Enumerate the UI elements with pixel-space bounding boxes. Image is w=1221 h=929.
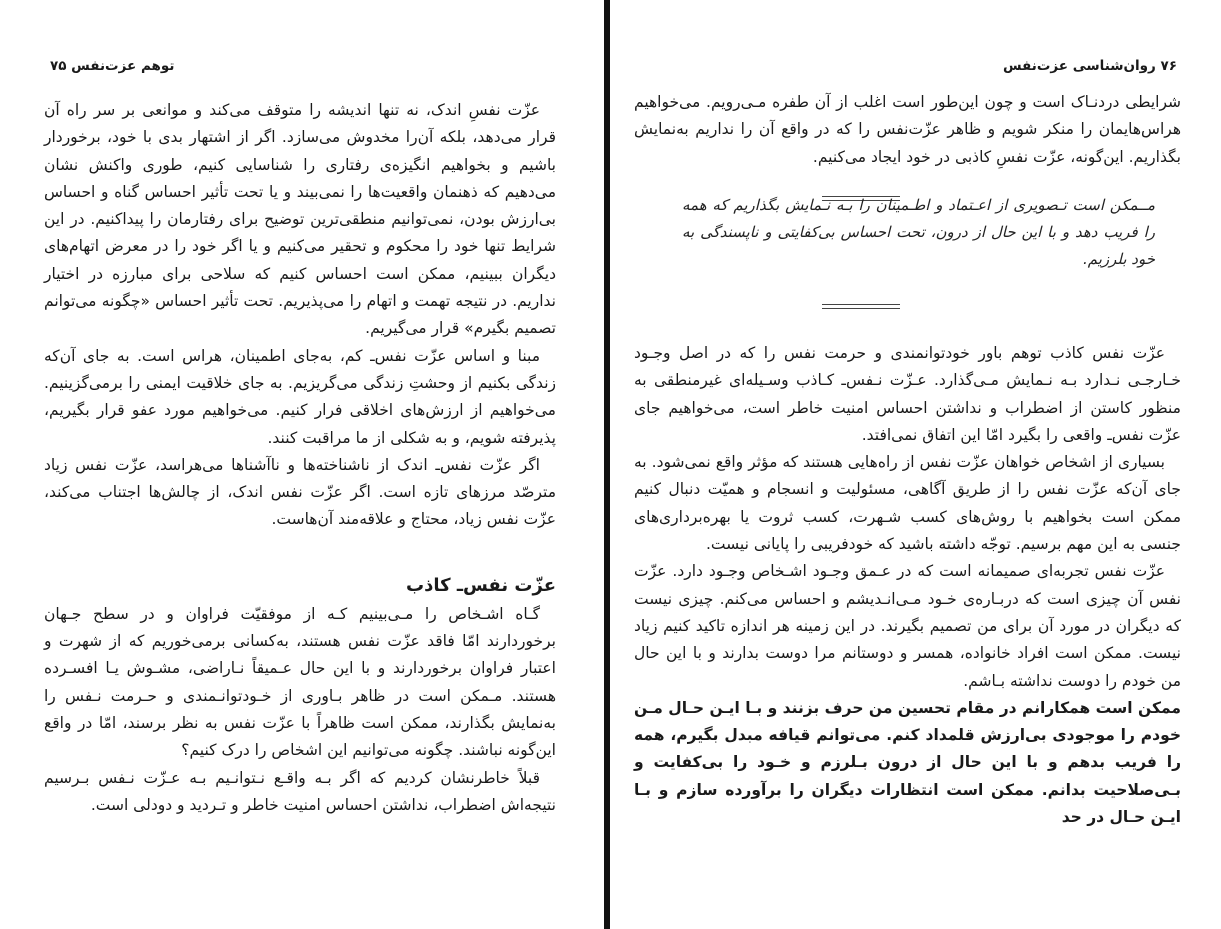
paragraph: اگر عزّت نفس‌ـ اندک از ناشناخته‌ها و ناآشناها می‌هراسد، عزّت نفس زیاد مترصّد مرزهای تازه است. اگر عزّت نفس اندک، از چالش‌ها اجتناب می‌کند، عزّت نفس زیاد، محتاج و علاقه‌مند آن‌هاست. xyxy=(44,455,556,529)
paragraph: قبلاً خاطرنشان کردیم که اگر بـه واقـع نـتوانـیم بـه عـزّت نـفس بـرسیم نتیجه‌اش اضطراب، نداشتن احساس امنیت خاطر و تـردید و دودلی است. xyxy=(44,768,556,814)
running-head-right xyxy=(1003,58,1177,74)
pull-quote: مــمکن است تـصویری از اعـتماد و اطـمینان را بـه نـمایش بگذاریم که همه را فریب دهد و با این حال از درون، تحت احساس بی‌کفایتی و ناپسندگی به خود بلرزیم. xyxy=(682,196,1155,268)
left-body xyxy=(44,97,556,819)
paragraph: مبنا و اساس عزّت نفس‌ـ کم، به‌جای اطمینان، هراس است. به جای آن‌که زندگی بکنیم از وحشتِ زندگی می‌گریزیم. به جای خلاقیت ایمنی را برمی‌گزینیم. می‌خواهیم از ارزش‌های اخلاقی فرار کنیم. می‌خواهیم مورد عفو قرار بگیریم، پذیرفته شویم، و به شکلی از ما مراقبت کنند. xyxy=(44,346,556,447)
paragraph: عزّت نفس تجربه‌ای صمیمانه است که در عـمق وجـود اشـخاص وجـود دارد. عزّت نفس آن چیزی است که دربـاره‌ی خـود مـی‌انـدیشم و احساس می‌کنم. چیزی نیست که دیگران در مورد آن برای من تصمیم بگیرند. در این زمینه هر اندازه تاکید کنیم زیاد نیست. ممکن است افراد خانواده، همسر و دوستانم مرا دوست بدارند و با این حال من خودم را دوست نداشته بـاشم. xyxy=(634,562,1181,690)
paragraph: گـاه اشـخاص را مـی‌بینیم کـه از موفقیّت فراوان و در سطح جـهان برخوردارند امّا فاقد عزّت نفس هستند، به‌کسانی برمی‌خوریم که از شهرت و اعتبار فراوان برخوردارند و با این حال عـمیقاً نـاراضی، مشـوش یـا افسـرده هستند. مـمکن است در ظاهر بـاوری از خـودتوانـمندی و حـرمت نـفس را به‌نمایش بگذارند، ممکن است ظاهراً با عزّت نفس به نظر برسند، امّا در واقع این‌گونه نباشند. چگونه می‌توانیم این اشخاص را درک کنیم؟ xyxy=(44,604,556,760)
right-body xyxy=(634,340,1181,831)
quote-rule-bottom xyxy=(822,304,900,309)
running-head-text: ۷۶ روان‌شناسی عزت‌نفس xyxy=(1002,58,1177,74)
running-head-left xyxy=(50,58,174,74)
right-page xyxy=(614,0,1221,929)
right-body-top xyxy=(634,89,1181,171)
section-heading: عزّت نفس‌ـ کاذب xyxy=(406,574,556,596)
running-head-text: توهم عزت‌نفس ۷۵ xyxy=(50,58,175,74)
paragraph: شرایطی دردنـاک است و چون این‌طور است اغلب از آن طفره مـی‌رویم. می‌خواهیم هراس‌هایمان را منکر شویم و ظاهر عزّت‌نفس را که در واقع آن را نداریم به‌نمایش بگذاریم. این‌گونه، عزّت نفسِ کاذبی در خود ایجاد می‌کنیم. xyxy=(634,93,1181,166)
paragraph: عزّت نفس کاذب توهم باور خودتوانمندی و حرمت نفس را که در اصل وجـود خـارجـی نـدارد بـه نـمایش مـی‌گذارد. عـزّت نـفس‌ـ کـاذب وسـیله‌ای غیرمنطقی به منظور کاستن از اضطراب و نداشتن احساس امنیت خاطر است، می‌خواهیم جای عزّت نفس‌ـ واقعی را بگیرد امّا این اتفاق نمی‌افتد. xyxy=(634,344,1181,444)
left-page xyxy=(0,0,608,929)
paragraph: عزّت نفسِ اندک، نه تنها اندیشه را متوقف می‌کند و موانعی بر سر راه آن قرار می‌دهد، بلکه آن‌را مخدوش می‌سازد. اگر از اشتهار بدی با خود، برخوردار باشیم و بخواهیم انگیزه‌ی رفتاری را شناسایی کنیم، طوری واکنش نشان می‌دهیم که ذهنمان واقعیت‌ها را نمی‌بیند و یا تحت تأثیر احساس گناه و احساس بی‌ارزش بودن، نمی‌توانیم منطقی‌ترین توضیح برای رفتارمان را پیداکنیم. در این شرایط تنها خود را محکوم و تحقیر می‌کنیم و یا اگر خود را در معرض اتهام‌های دیگران ببینیم، ممکن است احساس کنیم که سلاحی برای مبارزه در اختیار نداریم. در نتیجه تهمت و اتهام را می‌پذیریم. تحت تأثیر احساس «چگونه می‌توانم تصمیم بگیرم» قرار می‌گیریم. xyxy=(44,101,556,338)
paragraph: بسیاری از اشخاص خواهان عزّت نفس از راه‌هایی هستند که مؤثر واقع نمی‌شود. به جای آن‌که عزّت نفس را از طریق آگاهی، مسئولیت و انسجام و همیّت دنبال کنیم ممکن است بخواهیم با روش‌های کسب شـهرت، کسب ثروت یا بهره‌برداری‌های جنسی به این مهم برسیم. توجّه داشته باشید که خودفریبی را پایانی نیست. xyxy=(634,453,1181,554)
bold-paragraph: ممکن است همکارانم در مقام تحسین من حرف بزنند و بـا ایـن حـال مـن خودم را موجودی بی‌ارزش قلمداد کنم. می‌توانم قیافه مبدل بگیرم، همه را فریب بدهم و با این حال از درون بـلرزم و خـود را بی‌کفایت و بـی‌صلاحیت بدانم. ممکن است انتظارات دیگران را برآورده سازم و بـا ایـن حـال در حد xyxy=(634,698,1181,827)
